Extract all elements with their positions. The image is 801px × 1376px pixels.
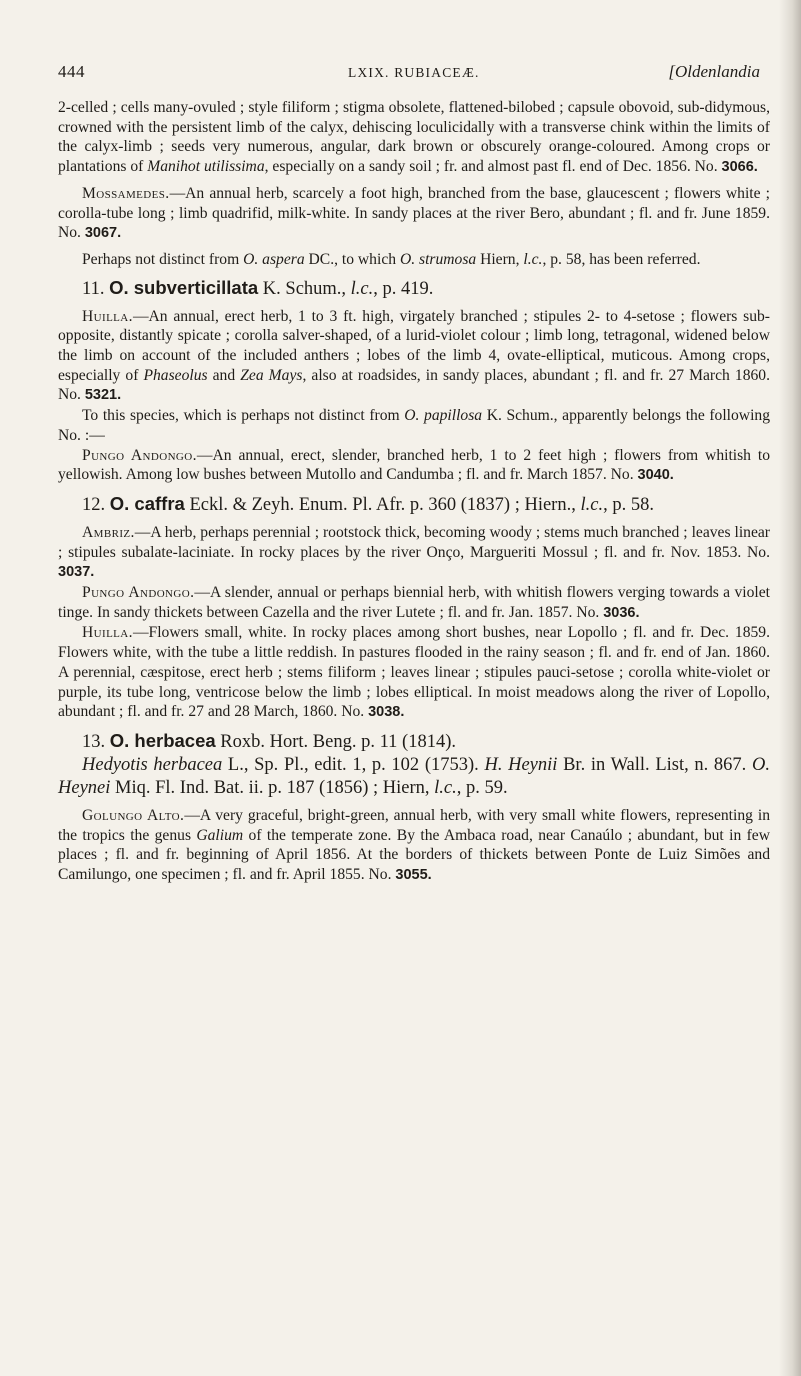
- running-head: LXIX. RUBIACEÆ.: [348, 65, 480, 80]
- page-edge-shadow: [779, 0, 801, 1376]
- paragraph-huilla-1: Huilla.—An annual, erect herb, 1 to 3 ft. high, virgately branched ; stipules 2- to 4-setose ; flowers sub-opposite, distantly spicate ; corolla salver-shaped, of a lurid-violet colour ; limb long, tetragonal, widened below the limb on account of the included anthers ; lobes of the limb 4, ovate-elliptical, muticous. Among crops, especially of Phaseolus and Zea Mays, also at roadsides, in sandy places, abundant ; fl. and fr. 27 March 1860. No. 5321.: [58, 307, 770, 404]
- paragraph-note: Perhaps not distinct from O. aspera DC., to which O. strumosa Hiern, l.c., p. 58, has been referred.: [82, 250, 701, 268]
- page-header: [58, 62, 778, 88]
- paragraph-mossamedes: Mossamedes.—An annual herb, scarcely a foot high, branched from the base, glaucescent ; flowers white ; corolla-tube long ; limb quadrifid, milk-white. In sandy places at the river Bero, abundant ; fl. and fr. June 1859. No. 3067.: [58, 184, 770, 242]
- species-heading-12: 12. O. caffra Eckl. & Zeyh. Enum. Pl. Afr. p. 360 (1837) ; Hiern., l.c., p. 58.: [82, 492, 654, 515]
- paragraph-synonyms: Hedyotis herbacea L., Sp. Pl., edit. 1, p. 102 (1753). H. Heynii Br. in Wall. List, n. 867. O. Heynei Miq. Fl. Ind. Bat. ii. p. 187 (1856) ; Hiern, l.c., p. 59.: [58, 754, 770, 798]
- species-heading-13: 13. O. herbacea Roxb. Hort. Beng. p. 11 (1814).: [82, 729, 456, 752]
- page-number: 444: [58, 62, 85, 81]
- paragraph-huilla-2: Huilla.—Flowers small, white. In rocky places among short bushes, near Lopollo ; fl. and fr. Dec. 1859. Flowers white, with the tube a little reddish. In pastures flooded in the rainy season ; fl. and fr. end of Jan. 1860. A perennial, cæspitose, erect herb ; stems filiform ; leaves linear ; stipules pauci-setose ; corolla white-violet or purple, its tube long, ventricose below the limb ; lobes elliptical. In moist meadows along the river of Lopollo, abundant ; fl. and fr. 27 and 28 March, 1860. No. 3038.: [58, 624, 770, 721]
- body-text: [58, 98, 770, 886]
- paragraph-continuation: 2-celled ; cells many-ovuled ; style filiform ; stigma obsolete, flattened-bilobed ; capsule obovoid, sub-didymous, crowned with the persistent limb of the calyx, dehiscing loculicidally with a transverse chink within the limits of the calyx-limb ; seeds very numerous, angular, dark brown or obscurely orange-coloured. Among crops or plantations of Manihot utilissima, especially on a sandy soil ; fr. and almost past fl. end of Dec. 1856. No. 3066.: [58, 99, 770, 176]
- paragraph-pungo-andongo-2: Pungo Andongo.—A slender, annual or perhaps biennial herb, with whitish flowers verging towards a violet tinge. In sandy thickets between Cazella and the river Lutete ; fl. and fr. Jan. 1857. No. 3036.: [58, 584, 770, 621]
- paragraph-golungo-alto: Golungo Alto.—A very graceful, bright-green, annual herb, with very small white flowers, representing in the tropics the genus Galium of the temperate zone. By the Ambaca road, near Canaúlo ; abundant, but in few places ; fl. and fr. beginning of April 1856. At the borders of thickets between Ponte de Luiz Simões and Camilungo, one specimen ; fl. and fr. April 1855. No. 3055.: [58, 806, 770, 884]
- paragraph-pungo-andongo-1: Pungo Andongo.—An annual, erect, slender, branched herb, 1 to 2 feet high ; flowers from whitish to yellowish. Among low bushes between Mutollo and Candumba ; fl. and fr. March 1857. No. 3040.: [58, 446, 771, 484]
- section-name: [Oldenlandia: [668, 62, 760, 81]
- paragraph-ambriz: Ambriz.—A herb, perhaps perennial ; rootstock thick, becoming woody ; stems much branched ; leaves linear ; stipules subalate-laciniate. In rocky places by the river Onço, Margueriti Mossul ; fl. and fr. Nov. 1853. No. 3037.: [58, 523, 770, 581]
- species-heading-11: 11. O. subverticillata K. Schum., l.c., p. 419.: [82, 276, 434, 299]
- paragraph-to-this-species: To this species, which is perhaps not distinct from O. papillosa K. Schum., apparently belongs the following No. :—: [58, 407, 770, 444]
